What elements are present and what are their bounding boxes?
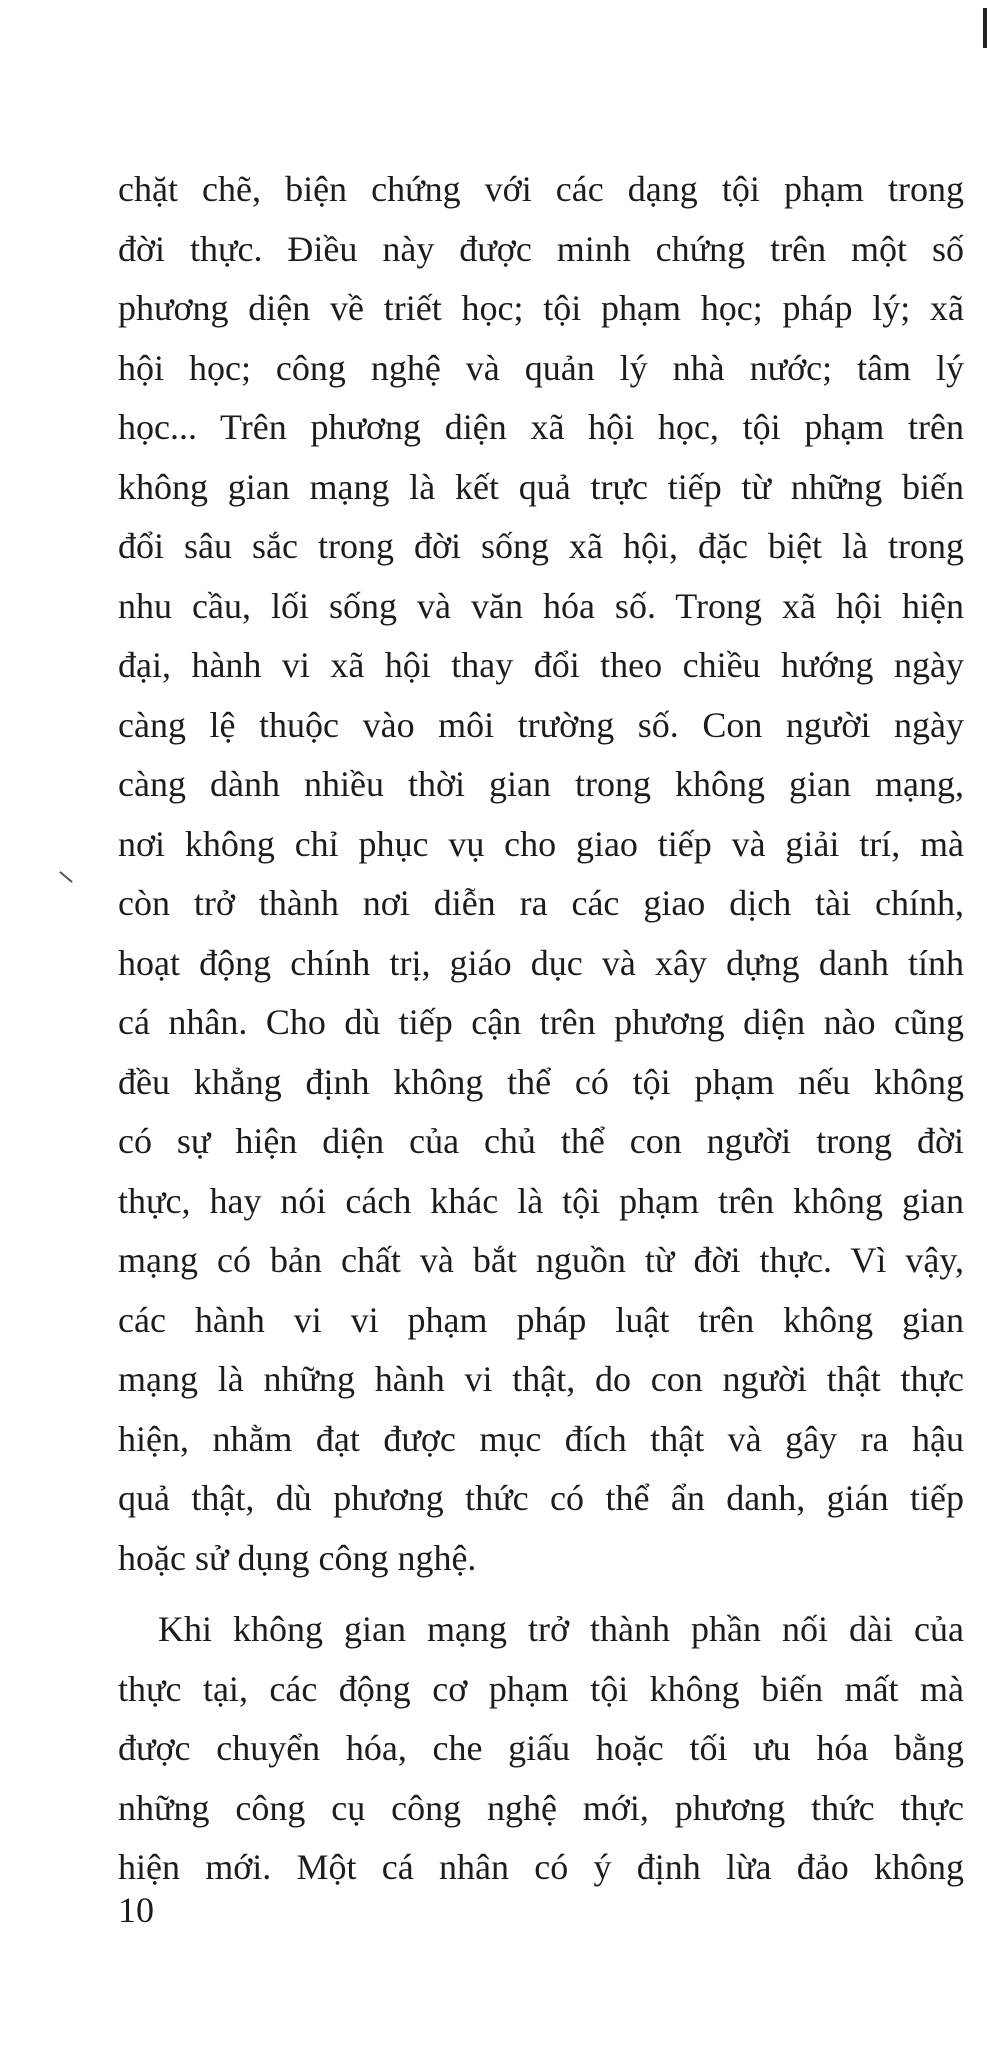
text-line: cá nhân. Cho dù tiếp cận trên phương diện nào cũng — [118, 1002, 964, 1042]
text-line: Khi không gian mạng trở thành phần nối dài của — [158, 1609, 964, 1649]
text-line: các hành vi vi phạm pháp luật trên không gian — [118, 1299, 964, 1340]
text-line: nhu cầu, lối sống và văn hóa số. Trong xã hội hiện — [118, 585, 964, 626]
text-line: hội học; công nghệ và quản lý nhà nước; tâm lý — [118, 347, 964, 388]
text-line: những công cụ công nghệ mới, phương thức thực — [118, 1787, 964, 1828]
text-line: càng lệ thuộc vào môi trường số. Con người ngày — [118, 704, 964, 745]
text-line: mạng có bản chất và bắt nguồn từ đời thực. Vì vậy, — [118, 1240, 964, 1280]
text-line: học... Trên phương diện xã hội học, tội phạm trên — [118, 407, 964, 447]
text-line: càng dành nhiều thời gian trong không gian mạng, — [118, 764, 964, 804]
text-line: quả thật, dù phương thức có thể ẩn danh, gián tiếp — [118, 1478, 964, 1518]
text-line: có sự hiện diện của chủ thể con người trong đời — [118, 1121, 964, 1161]
text-line: không gian mạng là kết quả trực tiếp từ những biến — [118, 466, 964, 507]
text-line: đời thực. Điều này được minh chứng trên một số — [118, 228, 964, 269]
paragraph-gap — [118, 1588, 964, 1600]
stray-pencil-mark — [59, 871, 73, 883]
text-line: chặt chẽ, biện chứng với các dạng tội phạm trong — [118, 169, 964, 209]
scan-edge-mark — [983, 8, 987, 48]
text-line: nơi không chỉ phục vụ cho giao tiếp và giải trí, mà — [118, 823, 964, 864]
text-line: hoặc sử dụng công nghệ. — [118, 1537, 477, 1578]
text-line: mạng là những hành vi thật, do con người thật thực — [118, 1359, 964, 1399]
body-text — [118, 160, 964, 1898]
text-line: đổi sâu sắc trong đời sống xã hội, đặc biệt là trong — [118, 526, 964, 566]
paragraph — [118, 1600, 964, 1898]
paragraph — [118, 160, 964, 1588]
text-line: đều khẳng định không thể có tội phạm nếu không — [118, 1061, 964, 1102]
text-line: hoạt động chính trị, giáo dục và xây dựng danh tính — [118, 942, 964, 983]
text-line: còn trở thành nơi diễn ra các giao dịch tài chính, — [118, 883, 964, 923]
text-line: thực, hay nói cách khác là tội phạm trên không gian — [118, 1180, 964, 1221]
text-line: được chuyển hóa, che giấu hoặc tối ưu hóa bằng — [118, 1728, 964, 1768]
text-line: phương diện về triết học; tội phạm học; pháp lý; xã — [118, 288, 964, 328]
text-line: đại, hành vi xã hội thay đổi theo chiều hướng ngày — [118, 645, 964, 685]
text-line: thực tại, các động cơ phạm tội không biến mất mà — [118, 1668, 964, 1709]
text-line: hiện mới. Một cá nhân có ý định lừa đảo không — [118, 1847, 964, 1887]
text-line: hiện, nhằm đạt được mục đích thật và gây ra hậu — [118, 1418, 964, 1459]
page-number: 10 — [118, 1890, 154, 1930]
